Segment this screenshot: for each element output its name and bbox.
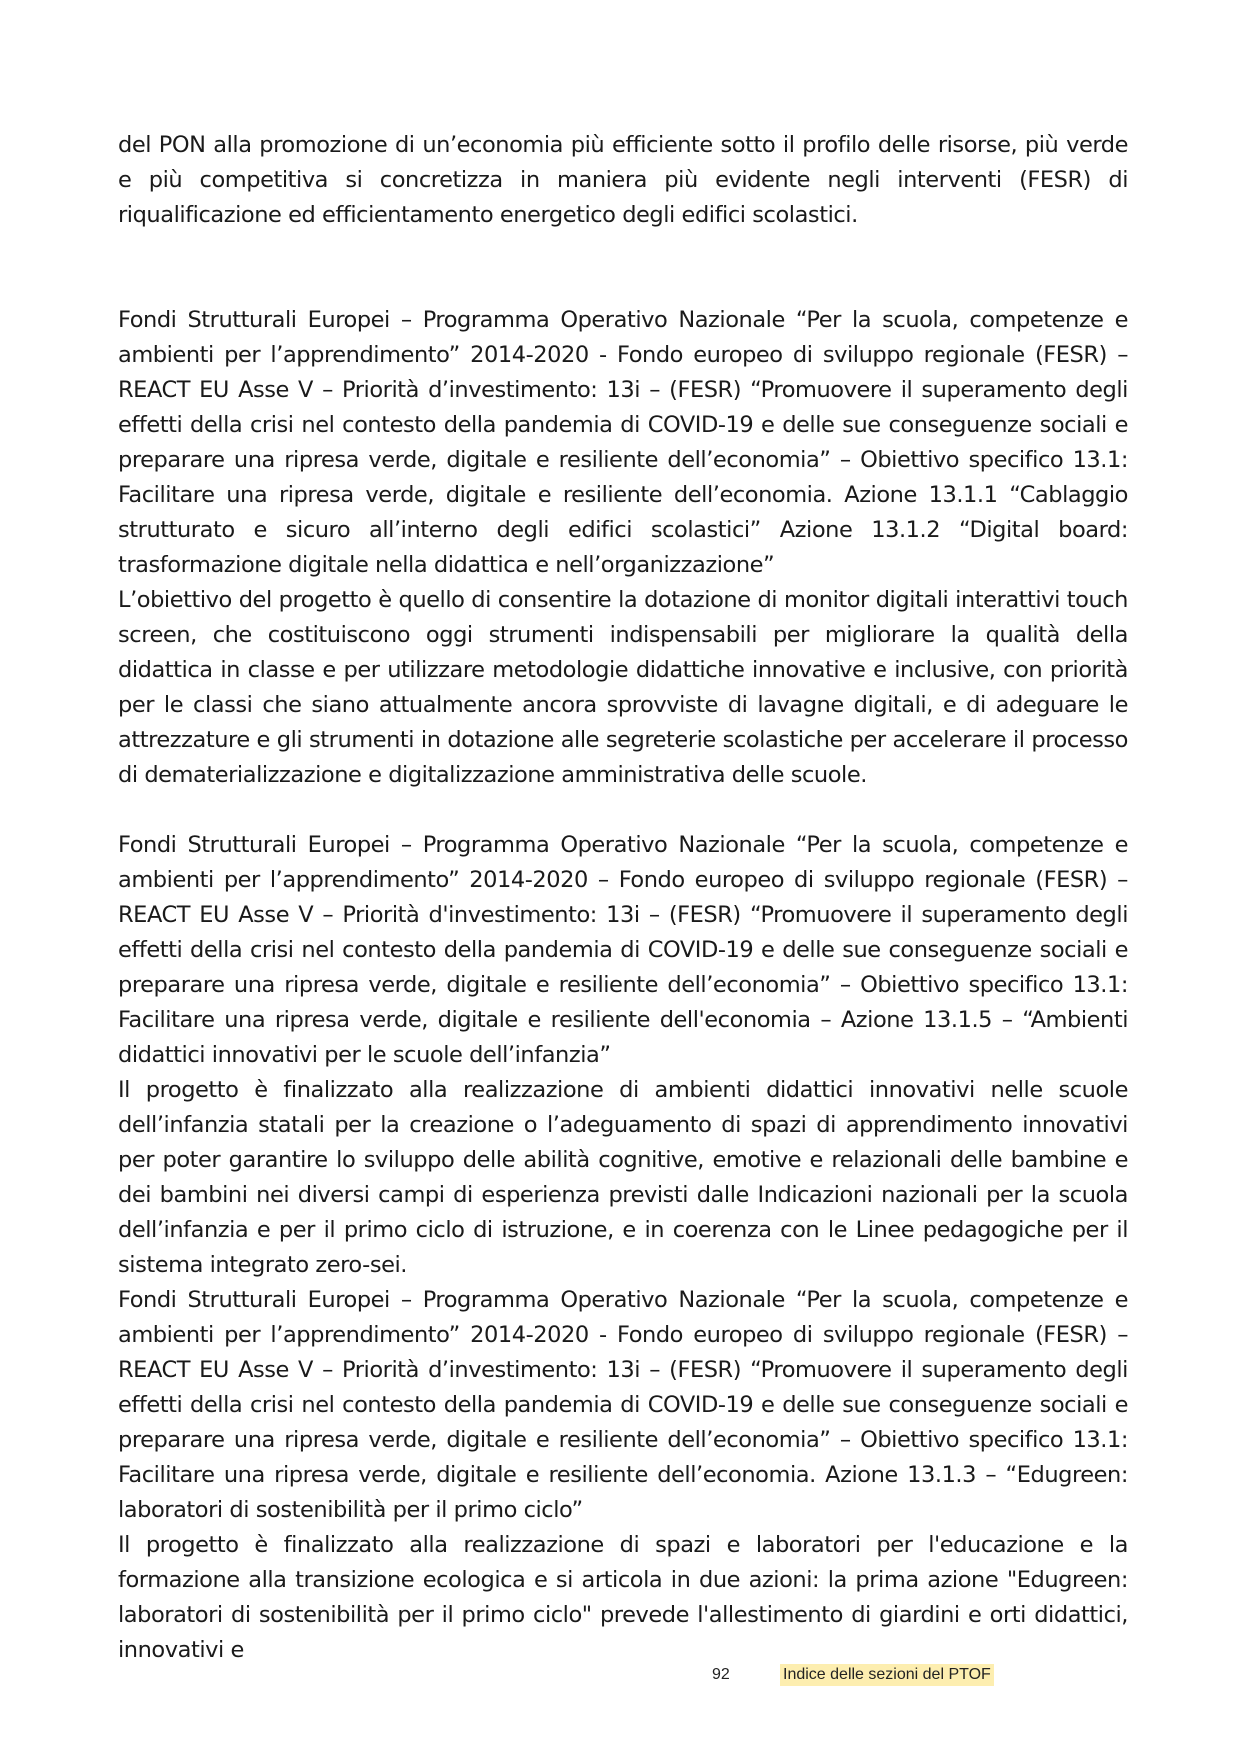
page-number: 92 [712, 1666, 730, 1683]
page-footer [0, 1664, 1243, 1688]
paragraph-digital-board-objective: L’obiettivo del progetto è quello di consentire la dotazione di monitor digitali interattivi touch screen, che costituiscono oggi strumenti indispensabili per migliorare la qualità della didattica in classe e per utilizzare metodologie didattiche innovative e inclusive, con priorità per le classi che siano attualmente ancora sprovviste di lavagne digitali, e di adeguare le attrezzature e gli strumenti in dotazione alle segreterie scolastiche per accelerare il processo di dematerializzazione e digitalizzazione amministrativa delle scuole. [118, 587, 1128, 788]
paragraph-fesr-infanzia: Fondi Strutturali Europei – Programma Operativo Nazionale “Per la scuola, competenze e ambienti per l’apprendimento” 2014-2020 – Fondo europeo di sviluppo regionale (FESR) – REACT EU Asse V – Priorità d'investimento: 13i – (FESR) “Promuovere il superamento degli effetti della crisi nel contesto della pandemia di COVID-19 e delle sue conseguenze sociali e preparare una ripresa verde, digitale e resiliente dell’economia” – Obiettivo specifico 13.1: Facilitare una ripresa verde, digitale e resiliente dell'economia – Azione 13.1.5 – “Ambienti didattici innovativi per le scuole dell’infanzia” [118, 832, 1128, 1068]
paragraph-pon-intro: del PON alla promozione di un’economia più efficiente sotto il profilo delle risorse, più verde e più competitiva si concretizza in maniera più evidente negli interventi (FESR) di riqualificazione ed efficientamento energetico degli edifici scolastici. [118, 132, 1128, 228]
paragraph-infanzia-project: Il progetto è finalizzato alla realizzazione di ambienti didattici innovativi nelle scuole dell’infanzia statali per la creazione o l’adeguamento di spazi di apprendimento innovativi per poter garantire lo sviluppo delle abilità cognitive, emotive e relazionali delle bambine e dei bambini nei diversi campi di esperienza previsti dalle Indicazioni nazionali per la scuola dell’infanzia e per il primo ciclo di istruzione, e in coerenza con le Linee pedagogiche per il sistema integrato zero-sei. [118, 1077, 1128, 1278]
paragraph-edugreen-project: Il progetto è finalizzato alla realizzazione di spazi e laboratori per l'educazione e la formazione alla transizione ecologica e si articola in due azioni: la prima azione "Edugreen: laboratori di sostenibilità per il primo ciclo" prevede l'allestimento di giardini e orti didattici, innovativi e [118, 1532, 1128, 1663]
paragraph-fesr-edugreen: Fondi Strutturali Europei – Programma Operativo Nazionale “Per la scuola, competenze e ambienti per l’apprendimento” 2014-2020 - Fondo europeo di sviluppo regionale (FESR) – REACT EU Asse V – Priorità d’investimento: 13i – (FESR) “Promuovere il superamento degli effetti della crisi nel contesto della pandemia di COVID-19 e delle sue conseguenze sociali e preparare una ripresa verde, digitale e resiliente dell’economia” – Obiettivo specifico 13.1: Facilitare una ripresa verde, digitale e resiliente dell’economia. Azione 13.1.3 – “Edugreen: laboratori di sostenibilità per il primo ciclo” [118, 1287, 1128, 1523]
body-text [118, 128, 1128, 1668]
section-index-link[interactable]: Indice delle sezioni del PTOF [780, 1664, 994, 1686]
paragraph-fesr-digital-board: Fondi Strutturali Europei – Programma Operativo Nazionale “Per la scuola, competenze e ambienti per l’apprendimento” 2014-2020 - Fondo europeo di sviluppo regionale (FESR) – REACT EU Asse V – Priorità d’investimento: 13i – (FESR) “Promuovere il superamento degli effetti della crisi nel contesto della pandemia di COVID-19 e delle sue conseguenze sociali e preparare una ripresa verde, digitale e resiliente dell’economia” – Obiettivo specifico 13.1: Facilitare una ripresa verde, digitale e resiliente dell’economia. Azione 13.1.1 “Cablaggio strutturato e sicuro all’interno degli edifici scolastici” Azione 13.1.2 “Digital board: trasformazione digitale nella didattica e nell’organizzazione” [118, 307, 1128, 578]
